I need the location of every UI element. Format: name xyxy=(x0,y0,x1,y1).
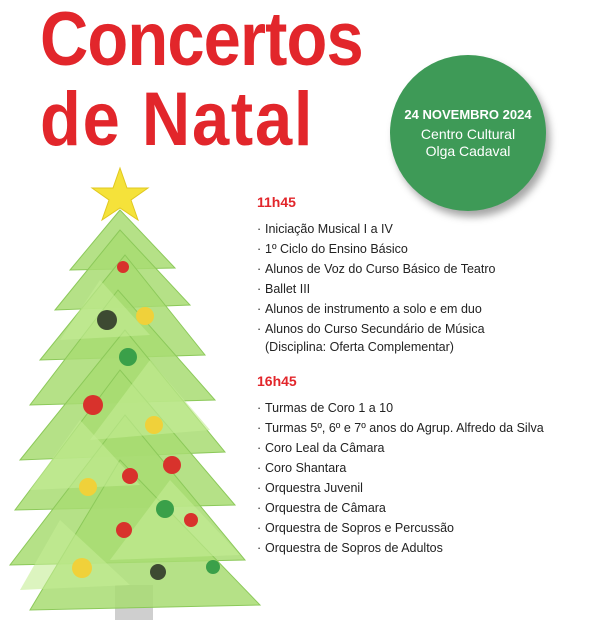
list-item: · Coro Shantara xyxy=(257,461,347,475)
list-item: · Alunos de Voz do Curso Básico de Teatro xyxy=(257,262,496,276)
performer-list xyxy=(257,398,544,558)
list-item: · Alunos do Curso Secundário de Música (Disciplina: Oferta Complementar) xyxy=(257,319,495,356)
performer-list xyxy=(257,219,495,356)
list-item: · Orquestra de Sopros de Adultos xyxy=(257,541,443,555)
session-afternoon xyxy=(257,373,544,558)
event-date: 24 NOVEMBRO 2024 xyxy=(404,106,532,122)
christmas-tree-illustration xyxy=(0,160,270,620)
event-badge xyxy=(390,55,546,211)
list-item: · 1º Ciclo do Ensino Básico xyxy=(257,242,408,256)
list-item: · Orquestra Juvenil xyxy=(257,481,363,495)
event-venue-line-1: Centro Cultural xyxy=(420,125,516,142)
list-item: · Orquestra de Sopros e Percussão xyxy=(257,521,454,535)
session-time: 11h45 xyxy=(257,194,296,210)
title-line-1: Concertos xyxy=(40,0,363,82)
list-item: · Alunos de instrumento a solo e em duo xyxy=(257,302,482,316)
list-item: · Turmas 5º, 6º e 7º anos do Agrup. Alfredo da Silva xyxy=(257,421,544,435)
list-item: · Coro Leal da Câmara xyxy=(257,441,385,455)
list-item: · Ballet III xyxy=(257,282,311,296)
title-line-2: de Natal xyxy=(40,77,315,162)
list-item: · Turmas de Coro 1 a 10 xyxy=(257,401,394,415)
event-venue-line-2: Olga Cadaval xyxy=(425,142,511,159)
session-time: 16h45 xyxy=(257,373,297,389)
session-morning xyxy=(257,194,495,356)
list-item: · Iniciação Musical I a IV xyxy=(257,222,393,236)
list-item-note: (Disciplina: Oferta Complementar) xyxy=(265,340,454,354)
list-item: · Orquestra de Câmara xyxy=(257,501,386,515)
